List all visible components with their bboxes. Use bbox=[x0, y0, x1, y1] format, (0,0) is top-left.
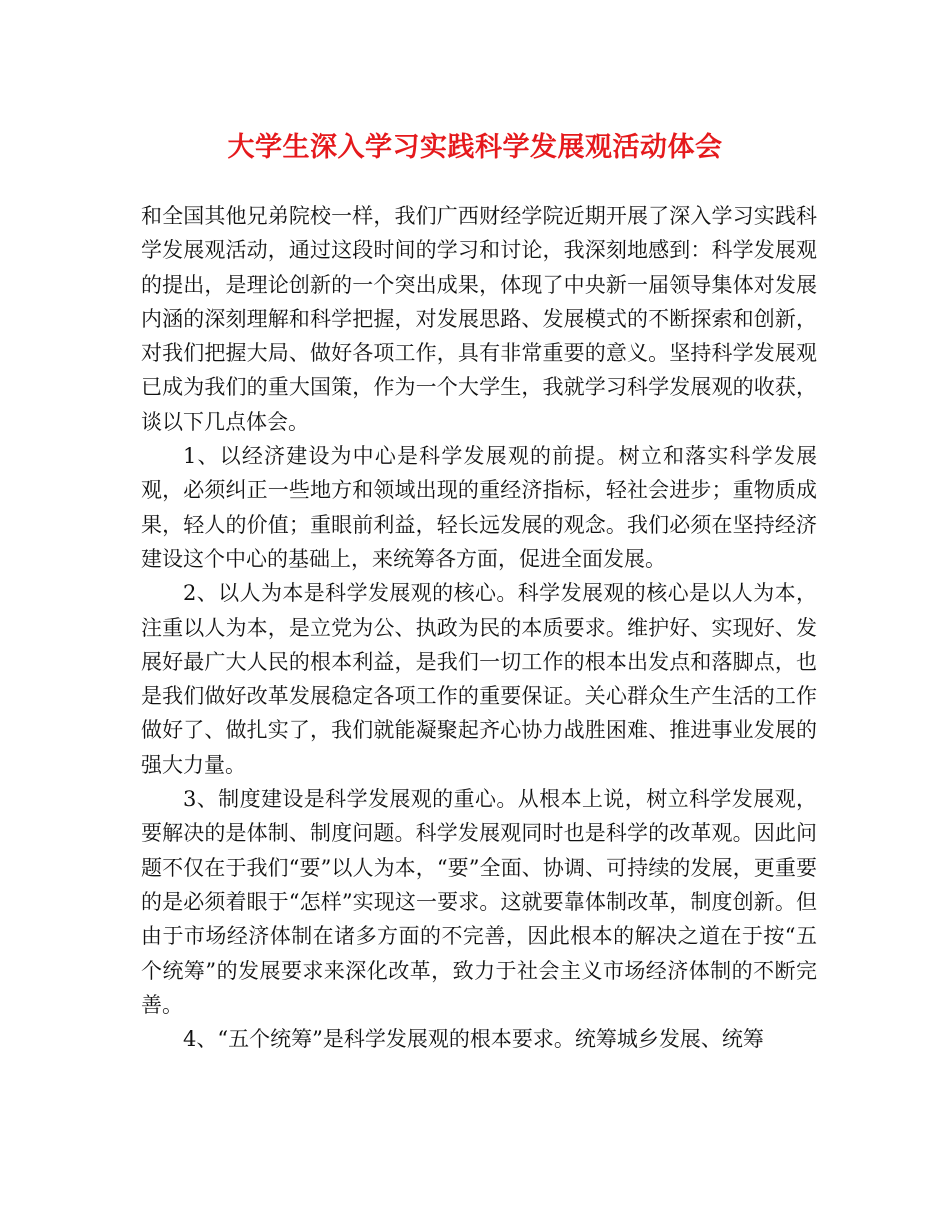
paragraph-point-2: 2、以人为本是科学发展观的核心。科学发展观的核心是以人为本，注重以人为本，是立党为公、执政为民的本质要求。维护好、实现好、发展好最广大人民的根本利益，是我们一切工作的根本出发点和落脚点，也是我们做好改革发展稳定各项工作的重要保证。关心群众生产生活的工作做好了、做扎实了，我们就能凝聚起齐心协力战胜困难、推进事业发展的强大力量。 bbox=[141, 581, 817, 777]
paragraph-intro: 和全国其他兄弟院校一样，我们广西财经学院近期开展了深入学习实践科学发展观活动，通过这段时间的学习和讨论，我深刻地感到：科学发展观的提出，是理论创新的一个突出成果，体现了中央新一届领导集体对发展内涵的深刻理解和科学把握，对发展思路、发展模式的不断探索和创新，对我们把握大局、做好各项工作，具有非常重要的意义。坚持科学发展观已成为我们的重大国策，作为一个大学生，我就学习科学发展观的收获，谈以下几点体会。 bbox=[141, 204, 817, 434]
document-title: 大学生深入学习实践科学发展观活动体会 bbox=[227, 132, 723, 163]
paragraph-point-1: 1、以经济建设为中心是科学发展观的前提。树立和落实科学发展观，必须纠正一些地方和领域出现的重经济指标，轻社会进步；重物质成果，轻人的价值；重眼前利益，轻长远发展的观念。我们必须在坚持经济建设这个中心的基础上，来统筹各方面，促进全面发展。 bbox=[141, 444, 817, 571]
document-body bbox=[141, 199, 817, 1056]
paragraph-point-4: 4、“五个统筹”是科学发展观的根本要求。统筹城乡发展、统筹 bbox=[183, 1027, 764, 1052]
paragraph-point-3: 3、制度建设是科学发展观的重心。从根本上说，树立科学发展观，要解决的是体制、制度问题。科学发展观同时也是科学的改革观。因此问题不仅在于我们“要”以人为本，“要”全面、协调、可持续的发展，更重要的是必须着眼于“怎样”实现这一要求。这就要靠体制改革，制度创新。但由于市场经济体制在诸多方面的不完善，因此根本的解决之道在于按“五个统筹”的发展要求来深化改革，致力于社会主义市场经济体制的不断完善。 bbox=[141, 787, 817, 1017]
